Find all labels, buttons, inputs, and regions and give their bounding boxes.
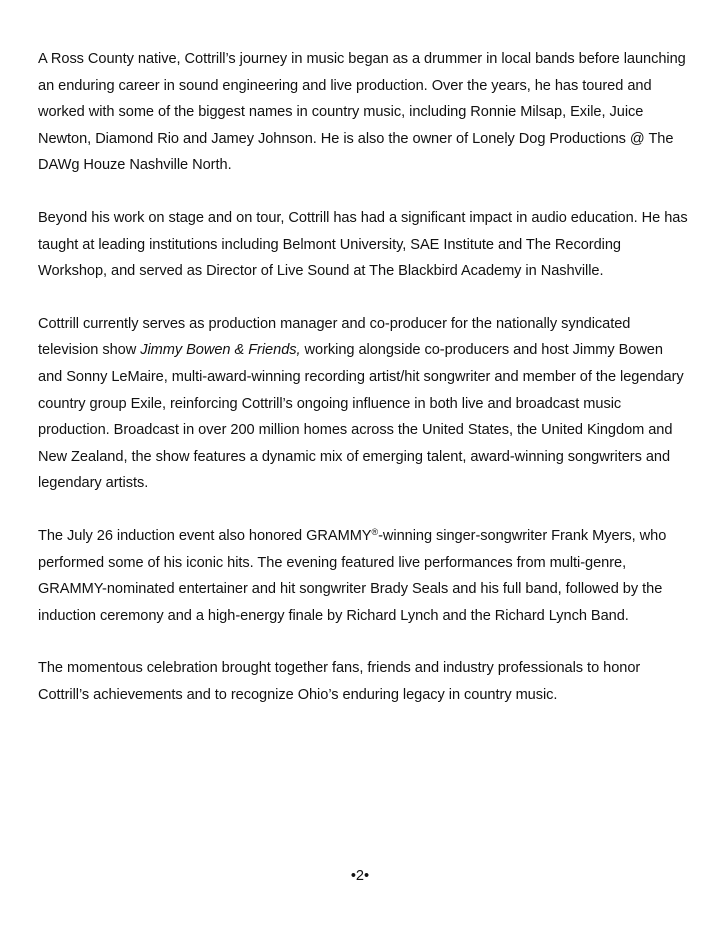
paragraph-celebration: The momentous celebration brought together fans, friends and industry professionals to honor Cottrill’s achievements and to recognize Ohio’s enduring legacy in country music. <box>38 660 641 703</box>
paragraph-tv-production <box>38 311 688 497</box>
paragraph-induction-text-before: The July 26 induction event also honored GRAMMY <box>38 527 372 544</box>
show-title: Jimmy Bowen & Friends, <box>140 342 301 359</box>
page-number: •2• <box>350 868 370 884</box>
registered-mark: ® <box>371 526 379 537</box>
paragraph-cottrill-background: A Ross County native, Cottrill’s journey in music began as a drummer in local bands before launching an enduring career in sound engineering and live production. Over the years, he has toured and worked with some of the biggest names in country music, including Ronnie Milsap, Exile, Juice Newton, Diamond Rio and Jamey Johnson. He is also the owner of Lonely Dog Productions @ The DAWg Houze Nashville North. <box>38 51 686 174</box>
paragraph-audio-education: Beyond his work on stage and on tour, Cottrill has had a significant impact in audio education. He has taught at leading institutions including Belmont University, SAE Institute and The Recording Workshop, and served as Director of Live Sound at The Blackbird Academy in Nashville. <box>38 209 688 280</box>
paragraph-tv-production-text-after: working alongside co-producers and host Jimmy Bowen and Sonny LeMaire, multi-award-winning recording artist/hit songwriter and member of the legendary country group Exile, reinforcing Cottrill’s ongoing influence in both live and broadcast music production. Broadcast in over 200 million homes across the United States, the United Kingdom and New Zealand, the show features a dynamic mix of emerging talent, award-winning songwriters and legendary artists. <box>38 342 684 492</box>
paragraph-induction-text-after: -winning singer-songwriter Frank Myers, who performed some of his iconic hits. The evening featured live performances from multi-genre, GRAMMY-nominated entertainer and hit songwriter Brady Seals and his full band, followed by the induction ceremony and a high-energy finale by Richard Lynch and the Richard Lynch Band. <box>38 527 667 624</box>
paragraph-induction-event <box>38 523 688 629</box>
document-body <box>38 46 688 734</box>
paragraph-tv-production-text-before: Cottrill currently serves as production manager and co-producer for the nationally syndicated television show <box>38 315 631 359</box>
